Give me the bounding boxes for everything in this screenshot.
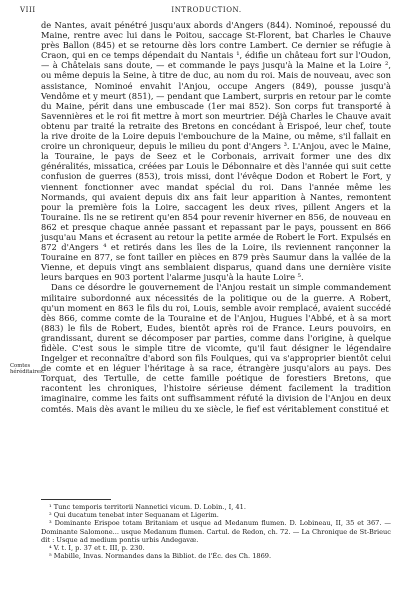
footnote-5: ⁵ Mabille, Invas. Normandes dans la Bibliot. de l'Éc. des Ch. 1869. <box>49 552 272 561</box>
running-title: INTRODUCTION. <box>171 6 242 14</box>
footnote-1: ¹ Tunc temporis territorii Nannetici vicum. D. Lobin., I, 41. <box>49 503 246 511</box>
page-number: VIII <box>20 6 36 14</box>
footnote-2: ² Qui ducatum tenebat inter Sequanam et Ligerim. <box>49 511 219 520</box>
footnote-3: ³ Dominante Erispoe totam Britaniam et usque ad Medanum flumen. D. Lobineau, II, 35 et 367. — Dominante Salomone... usque Medanum flumen. Cartul. de Redon, ch. 72. — La Chronique de St-Brieuc dit : Usque ad medium pontis urbis Andegavæ. <box>41 519 391 544</box>
page-header <box>20 6 393 18</box>
body-text <box>41 20 391 414</box>
footnote-4: ⁴ V. t. I, p. 37 et t. III, p. 230. <box>49 544 145 553</box>
footnote-rule <box>41 499 111 500</box>
paragraph-1: de Nantes, avait pénétré jusqu'aux abords d'Angers (844). Nominoé, repoussé du Maine, rentre avec lui dans le Poitou, saccage St-Florent, bat Charles le Chauve près Ballon (845) et se retourne dès lors contre Lambert. Ce dernier se réfugie à Craon, qui en ce temps dépendait du Nantais ¹, édifie un château fort sur l'Oudon, — à Châtelais sans doute, — et commande le pays jusqu'à la Maine et la Loire ², ou même depuis la Seine, à titre de duc, au nom du roi. Mais de nouveau, avec son assistance, Nominoé envahit l'Anjou, occupe Angers (849), pousse jusqu'à Vendôme et y meurt (851), — pendant que Lambert, surpris en retour par le comte du Maine, périt dans une embuscade (1er mai 852). Son corps fut transporté à Savennières et le roi fit mettre à mort son meurtrier. Déjà Charles le Chauve avait obtenu par traité la retraite des Bretons en concédant à Erispoé, leur chef, toute la rive droite de la Loire depuis l'embouchure de la Maine, ou même, s'il fallait en croire un chroniqueur, depuis le milieu du pont d'Angers ³. L'Anjou, avec le Maine, la Touraine, le pays de Seez et le Corbonais, arrivait former une des dix généralités, missatica, créées par Louis le Débonnaire et dès l'année qui suit cette confusion de guerres (853), trois missi, dont l'évêque Dodon et Robert le Fort, y viennent fonctionner avec mandat spécial du roi. Dans l'année même les Normands, qui avaient depuis dix ans fait leur apparition à Nantes, remontent pour la première fois la Loire, saccagent les deux rives, pillent Angers et la Touraine. Ils ne se retirent qu'en 854 pour revenir hiverner en 856, de nouveau en 862 et presque chaque année passant et repassant par le pays, poussent en 866 jusqu'au Mans et écrasent au retour la petite armée de Robert le Fort. Expulsés en 872 d'Angers ⁴ et retirés dans les îles de la Loire, ils reviennent rançonner la Touraine en 877, se font tailler en pièces en 879 près Saumur dans la vallée de la Vienne, et depuis vingt ans semblaient disparus, quand dans une dernière visite leurs barques en 903 portent l'alarme jusqu'à la haute Loire ⁵. <box>41 20 391 283</box>
footnotes <box>41 499 391 560</box>
paragraph-2: Dans ce désordre le gouvernement de l'Anjou restait un simple commandement militaire subordonné aux nécessités de la politique ou de la guerre. A Robert, qu'un moment en 863 le fils du roi, Louis, semble avoir remplacé, avaient succédé dès 866, comme comte de la Touraine et de l'Anjou, Hugues l'Abbé, et à sa mort (883) le fils de Robert, Eudes, bientôt après roi de France. Leurs pouvoirs, en grandissant, durent se décomposer par parties, comme dans l'origine, à quelque fidèle. C'est sous le simple titre de vicomte, qu'il faut désigner le légendaire Ingelger et reconnaître d'abord son fils Foulques, qui va s'approprier bientôt celui de comte et en léguer l'héritage à sa race, étrangère jusqu'alors au pays. Des Torquat, des Tertulle, de cette famille poétique de forestiers Bretons, que racontent les chroniques, l'histoire sérieuse dément facilement la tradition imaginaire, comme les faits ont suffisamment réfuté la division de l'Anjou en deux comtés. Mais dès avant le milieu du xe siècle, le fief est véritablement constitué et <box>41 282 391 414</box>
margin-note: Comtes héréditaires. <box>10 363 45 375</box>
